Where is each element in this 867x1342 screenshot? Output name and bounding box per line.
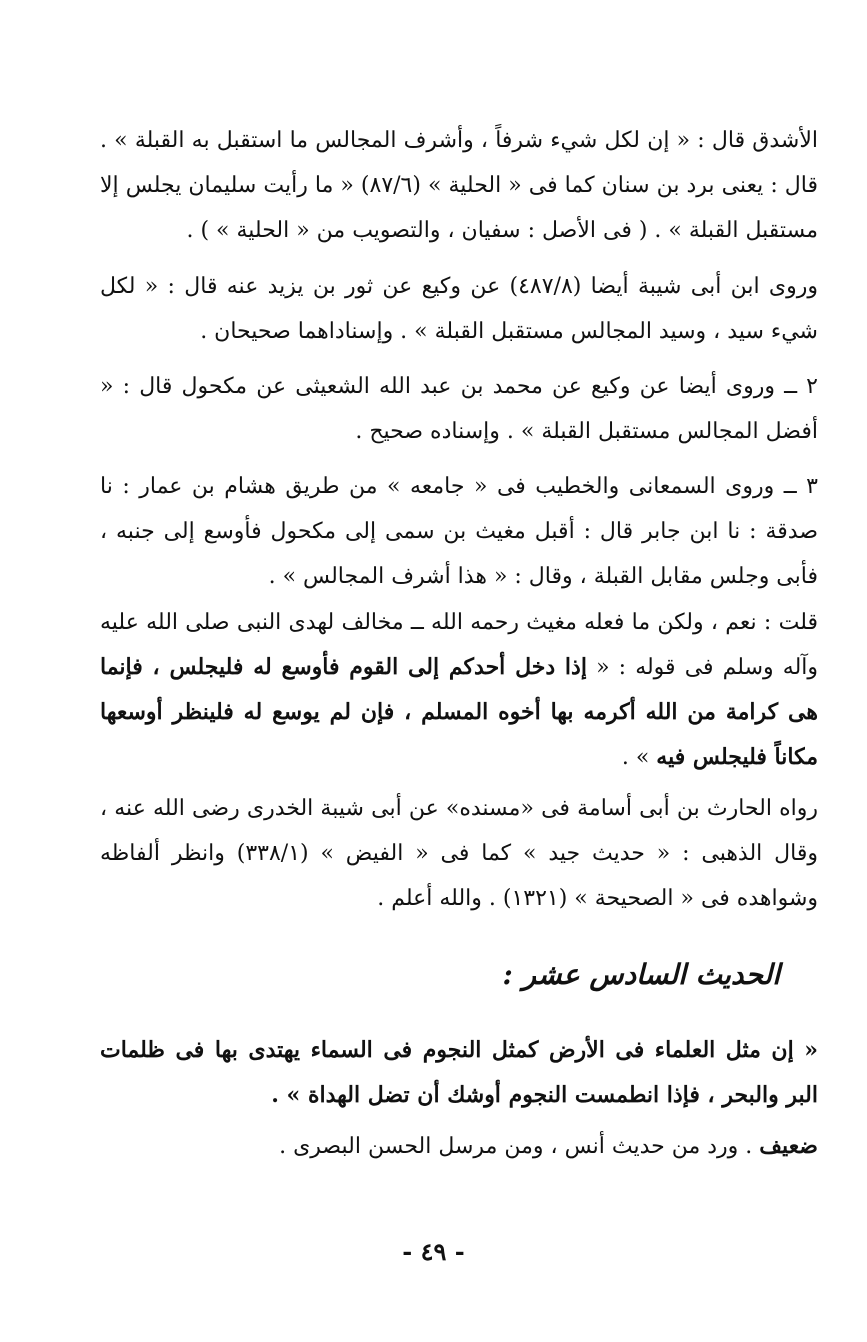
grading-text: . ورد من حديث أنس ، ومن مرسل الحسن البصرى . [279, 1134, 760, 1159]
paragraph-2: وروى ابن أبى شيبة أيضا (٤٨٧/٨) عن وكيع عن ثور بن يزيد عنه قال : « لكل شيء سيد ، وسيد المجالس مستقبل القبلة » . وإسناداهما صحيحان . [100, 274, 818, 344]
paragraph-4: ٣ ــ وروى السمعانى والخطيب فى « جامعه » من طريق هشام بن عمار : نا صدقة : نا ابن جابر قال : أقبل مغيث بن سمى إلى مكحول فأوسع إلى جنبه ، فأبى وجلس مقابل القبلة ، وقال : « هذا أشرف المجالس » . [100, 474, 818, 589]
paragraph-5-intro: قلت : نعم ، ولكن ما فعله مغيث رحمه الله ــ مخالف لهدى النبى صلى الله عليه وآله وسلم فى قوله : « [100, 610, 819, 680]
paragraph-3: ٢ ــ وروى أيضا عن وكيع عن محمد بن عبد الله الشعيثى عن مكحول قال : « أفضل المجالس مستقبل القبلة » . وإسناده صحيح . [100, 374, 818, 444]
grading-paragraph [100, 1124, 818, 1169]
paragraph-6: رواه الحارث بن أبى أسامة فى «مسنده» عن أبى شيبة الخدرى رضى الله عنه ، وقال الذهبى : « حديث جيد » كما فى « الفيض » (٣٣٨/١) وانظر ألفاظه وشواهده فى « الصحيحة » (١٣٢١) . والله أعلم . [100, 796, 818, 911]
page-number: - ٤٩ - [402, 1237, 465, 1266]
paragraph-1: الأشدق قال : « إن لكل شيء شرفاً ، وأشرف المجالس ما استقبل به القبلة » . قال : يعنى برد بن سنان كما فى « الحلية » (٨٧/٦) « ما رأيت سليمان يجلس إلا مستقبل القبلة » . ( فى الأصل : سفيان ، والتصويب من « الحلية » ) . [100, 128, 818, 243]
grading-label: ضعيف [759, 1133, 818, 1159]
hadith-text: « إن مثل العلماء فى الأرض كمثل النجوم فى السماء يهتدى بها فى ظلمات البر والبحر ، فإذا انطمست النجوم أوشك أن تضل الهداة » . [100, 1037, 818, 1108]
section-heading: الحديث السادس عشر : [502, 958, 780, 991]
hadith-quote-bold: إذا دخل أحدكم إلى القوم فأوسع له فليجلس ، فإنما هى كرامة من الله أكرمه بها أخوه المسلم ، فإن لم يوسع له فلينظر أوسعها مكاناً فليجلس فيه [100, 654, 818, 770]
paragraph-5-end: » . [621, 745, 657, 770]
paragraph-5 [100, 600, 818, 780]
